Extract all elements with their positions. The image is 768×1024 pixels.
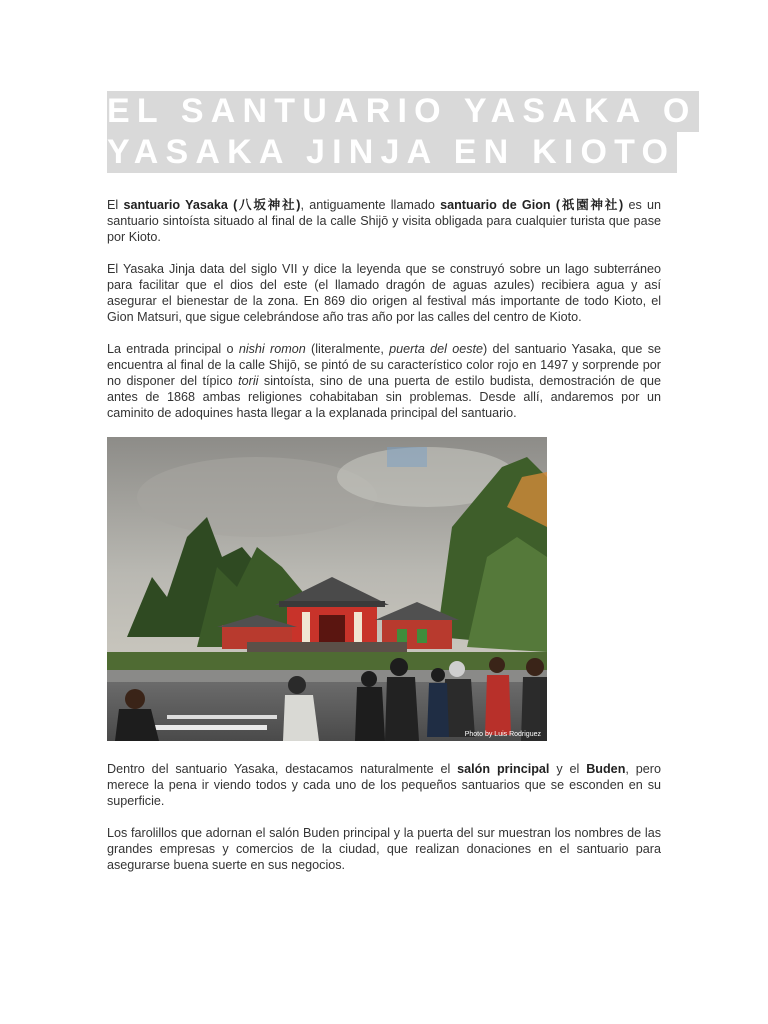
bold-santuario-yasaka: santuario Yasaka (八坂神社): [123, 198, 301, 212]
paragraph-lanterns: Los farolillos que adornan el salón Buden principal y la puerta del sur muestran los nombres de las grandes empresas y comercios de la ciudad, que realizan donaciones en el santuario para asegurarse buena suerte en sus negocios.: [107, 826, 661, 872]
italic-nishi-romon: nishi romon: [238, 342, 306, 356]
page-title: [107, 91, 697, 173]
photo-credit: Photo by Luis Rodriguez: [464, 731, 541, 738]
title-line-1: EL SANTUARIO YASAKA O: [107, 92, 697, 130]
article-body: [107, 197, 661, 889]
italic-puerta-oeste: puerta del oeste: [389, 342, 484, 356]
paragraph-history: El Yasaka Jinja data del siglo VII y dice la leyenda que se construyó sobre un lago subterráneo para facilitar que el dios del este (el llamado dragón de aguas azules) recibiera agua y así asegurar el bienestar de la zona. En 869 dio origen al festival más importante de todo Kioto, el Gion Matsuri, que sigue celebrándose año tras año por las calles del centro de Kioto.: [107, 262, 661, 324]
bold-santuario-gion: santuario de Gion (祇園神社): [440, 198, 624, 212]
yasaka-shrine-photo: [107, 437, 547, 741]
bold-buden: Buden: [586, 762, 626, 776]
paragraph-interior: Dentro del santuario Yasaka, destacamos naturalmente el salón principal y el Buden, pero merece la pena ir viendo todos y cada uno de los pequeños santuarios que se esconden en su superficie.: [107, 762, 661, 808]
title-line-2: YASAKA JINJA EN KIOTO: [107, 133, 676, 171]
paragraph-entrance: La entrada principal o nishi romon (literalmente, puerta del oeste) del santuario Yasaka, que se encuentra al final de la calle Shijō, se pintó de su característico color rojo en 1497 y sorprende por no disponer del típico torii sintoísta, sino de una puerta de estilo budista, demostración de que antes de 1868 ambas religiones cohabitaban sin problemas. Desde allí, andaremos por un caminito de adoquines hasta llegar a la explanada principal del santuario.: [107, 342, 661, 420]
italic-torii: torii: [238, 374, 259, 388]
paragraph-intro: El santuario Yasaka (八坂神社), antiguamente llamado santuario de Gion (祇園神社) es un santuario sintoísta situado al final de la calle Shijō y visita obligada para cualquier turista que pase por Kioto.: [107, 198, 662, 244]
bold-salon-principal: salón principal: [457, 762, 550, 776]
